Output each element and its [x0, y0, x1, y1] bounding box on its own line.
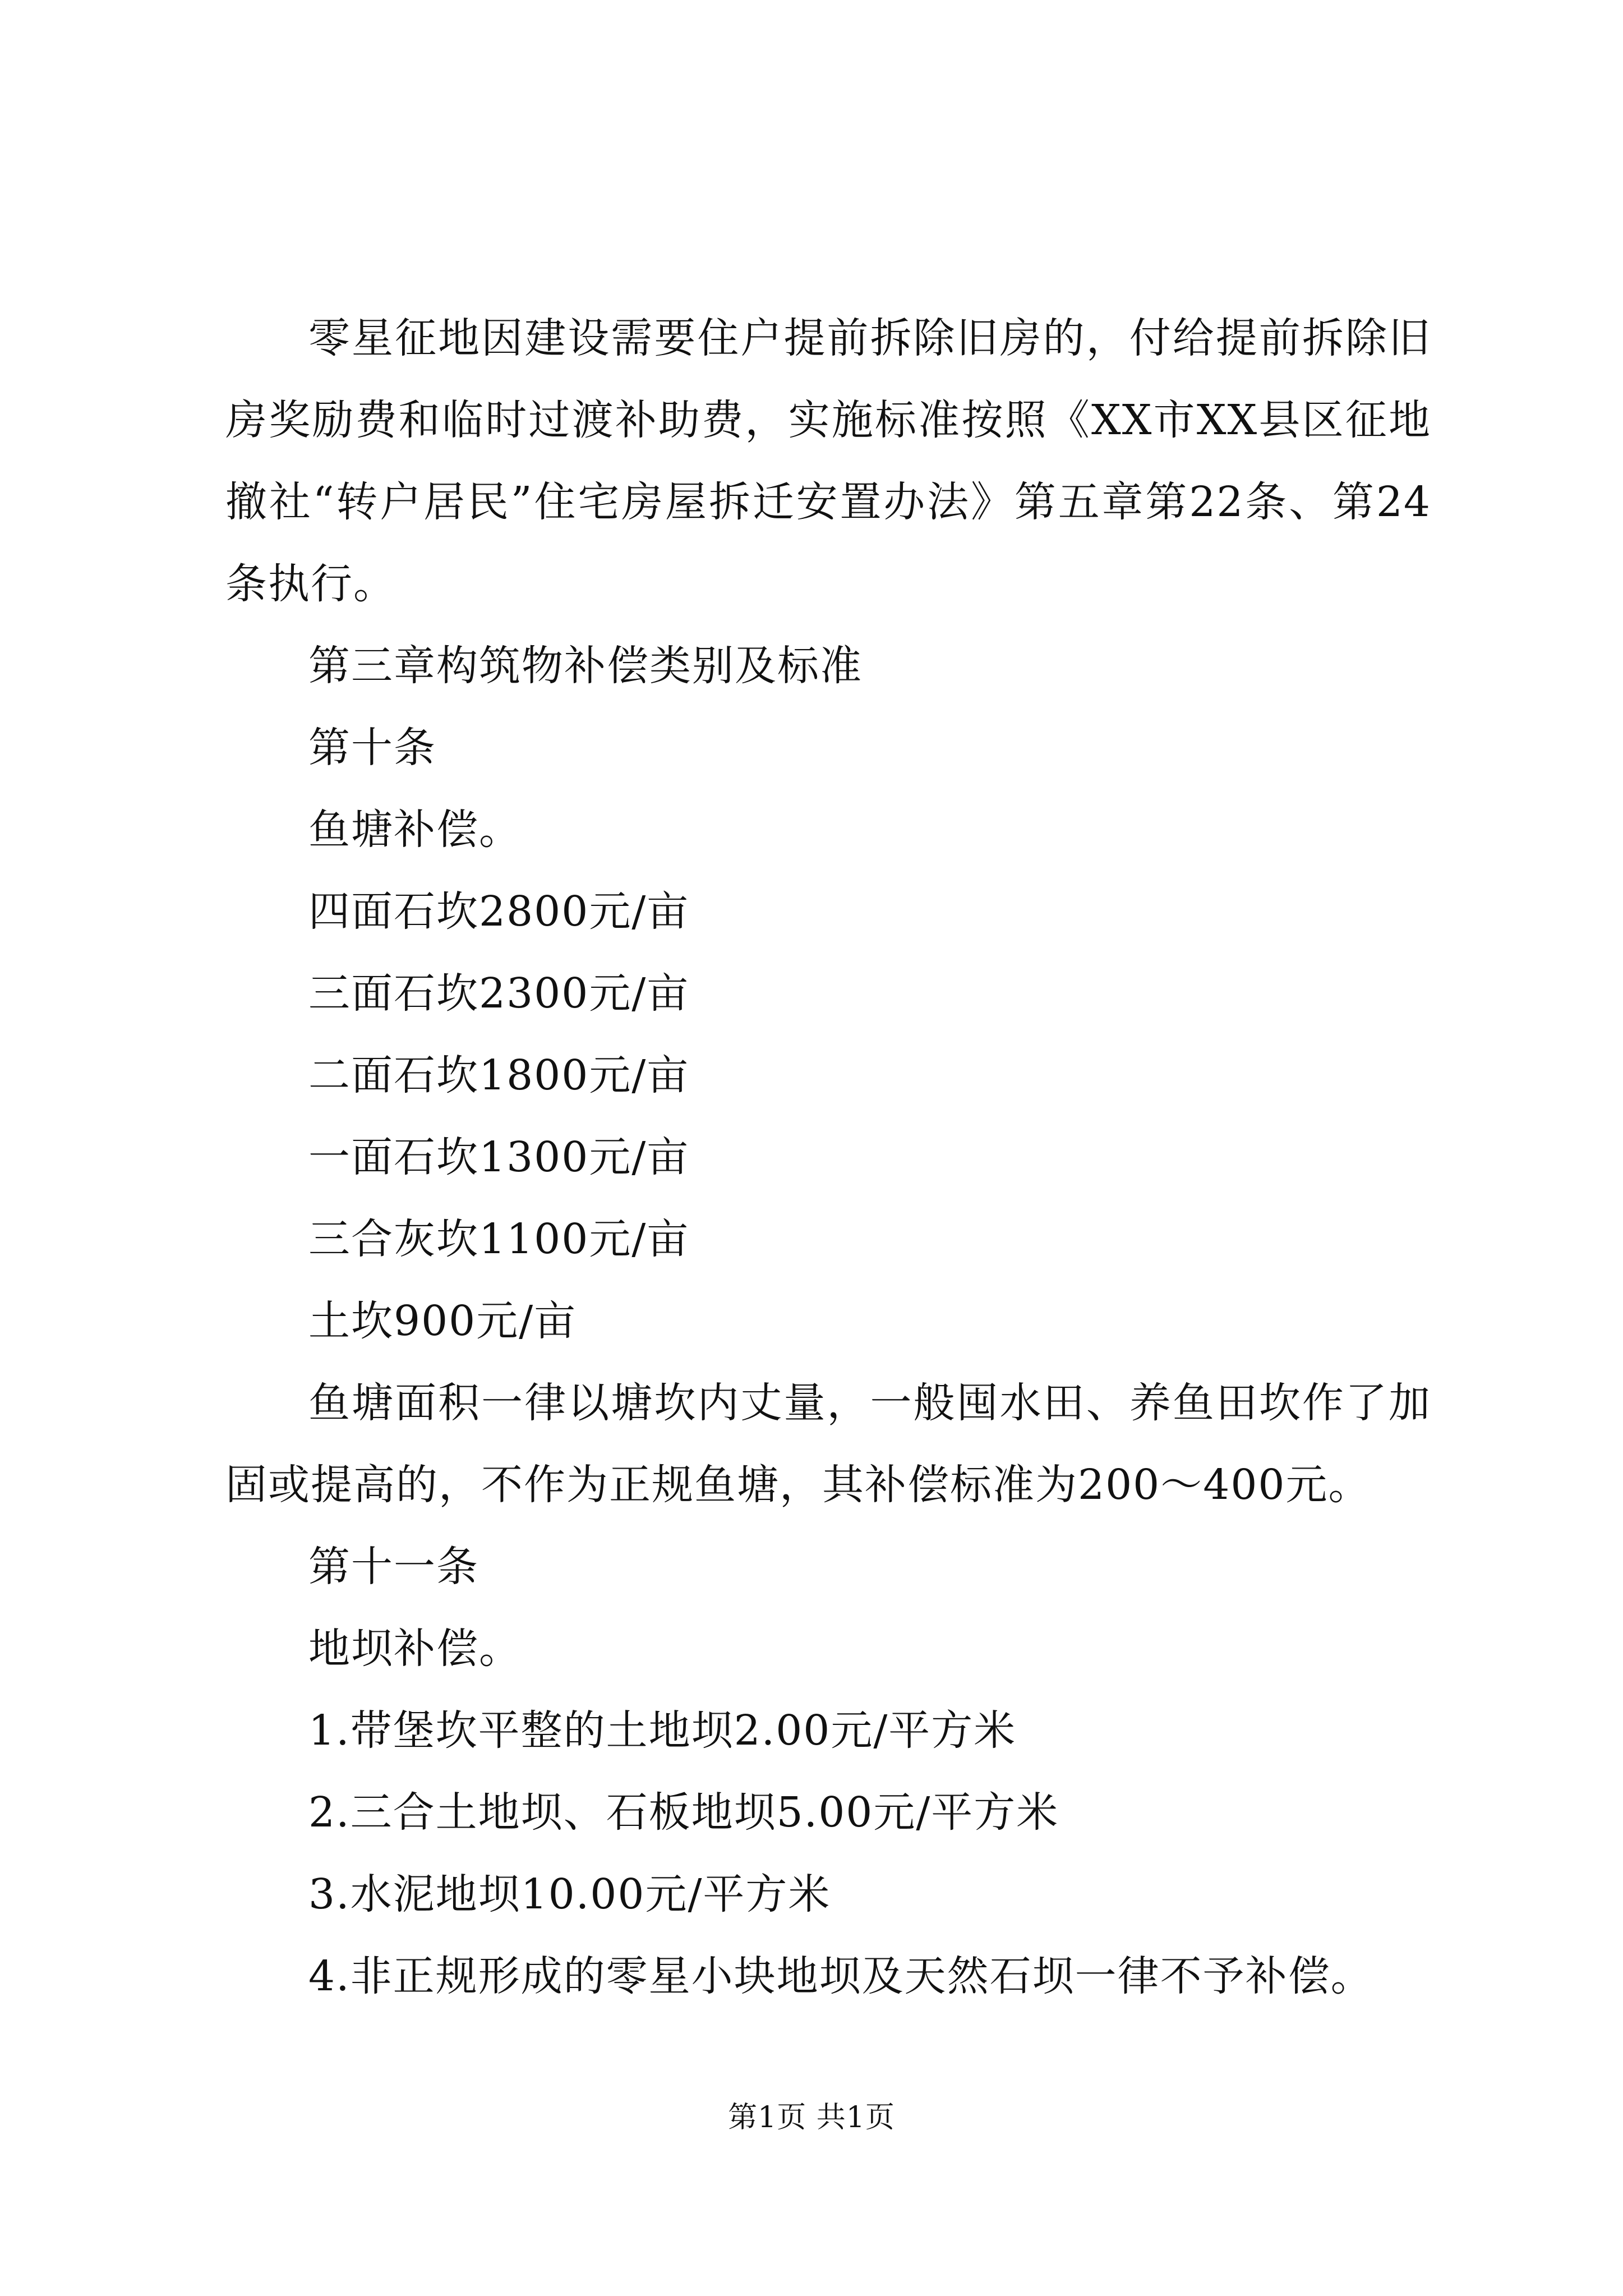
- list-item: 3.水泥地坝10.00元/平方米: [308, 1870, 831, 1918]
- list-item: 2.三合土地坝、石板地坝5.00元/平方米: [308, 1788, 1059, 1837]
- list-item: 四面石坎2800元/亩: [308, 887, 690, 936]
- yard-compensation-title: 地坝补偿。: [308, 1625, 522, 1673]
- list-item: 土坎900元/亩: [308, 1297, 577, 1345]
- paragraph-demolition-incentive: 零星征地因建设需要住户提前拆除旧房的，付给提前拆除旧房奖励费和临时过渡补助费，实施标准按照《XX市XX县区征地撤社“转户居民”住宅房屋拆迁安置办法》第五章第22条、第24条执行。: [225, 314, 1431, 608]
- chapter-heading: 第三章构筑物补偿类别及标准: [308, 642, 863, 690]
- fishpond-compensation-title: 鱼塘补偿。: [308, 806, 522, 854]
- list-item: 一面石坎1300元/亩: [308, 1133, 690, 1181]
- article-11-heading: 第十一条: [308, 1543, 479, 1591]
- list-item: 1.带堡坎平整的土地坝2.00元/平方米: [308, 1706, 1017, 1755]
- paragraph-fishpond-area: 鱼塘面积一律以塘坎内丈量，一般囤水田、养鱼田坎作了加固或提高的，不作为正规鱼塘，其补偿标准为200～400元。: [225, 1379, 1431, 1509]
- document-body: [225, 297, 1431, 2017]
- list-item: 三合灰坎1100元/亩: [308, 1215, 690, 1263]
- list-item: 二面石坎1800元/亩: [308, 1051, 690, 1099]
- list-item: 4.非正规形成的零星小块地坝及天然石坝一律不予补偿。: [308, 1952, 1373, 2000]
- list-item: 三面石坎2300元/亩: [308, 969, 690, 1018]
- page-footer: 第1页 共1页: [728, 2101, 895, 2134]
- article-10-heading: 第十条: [308, 724, 436, 772]
